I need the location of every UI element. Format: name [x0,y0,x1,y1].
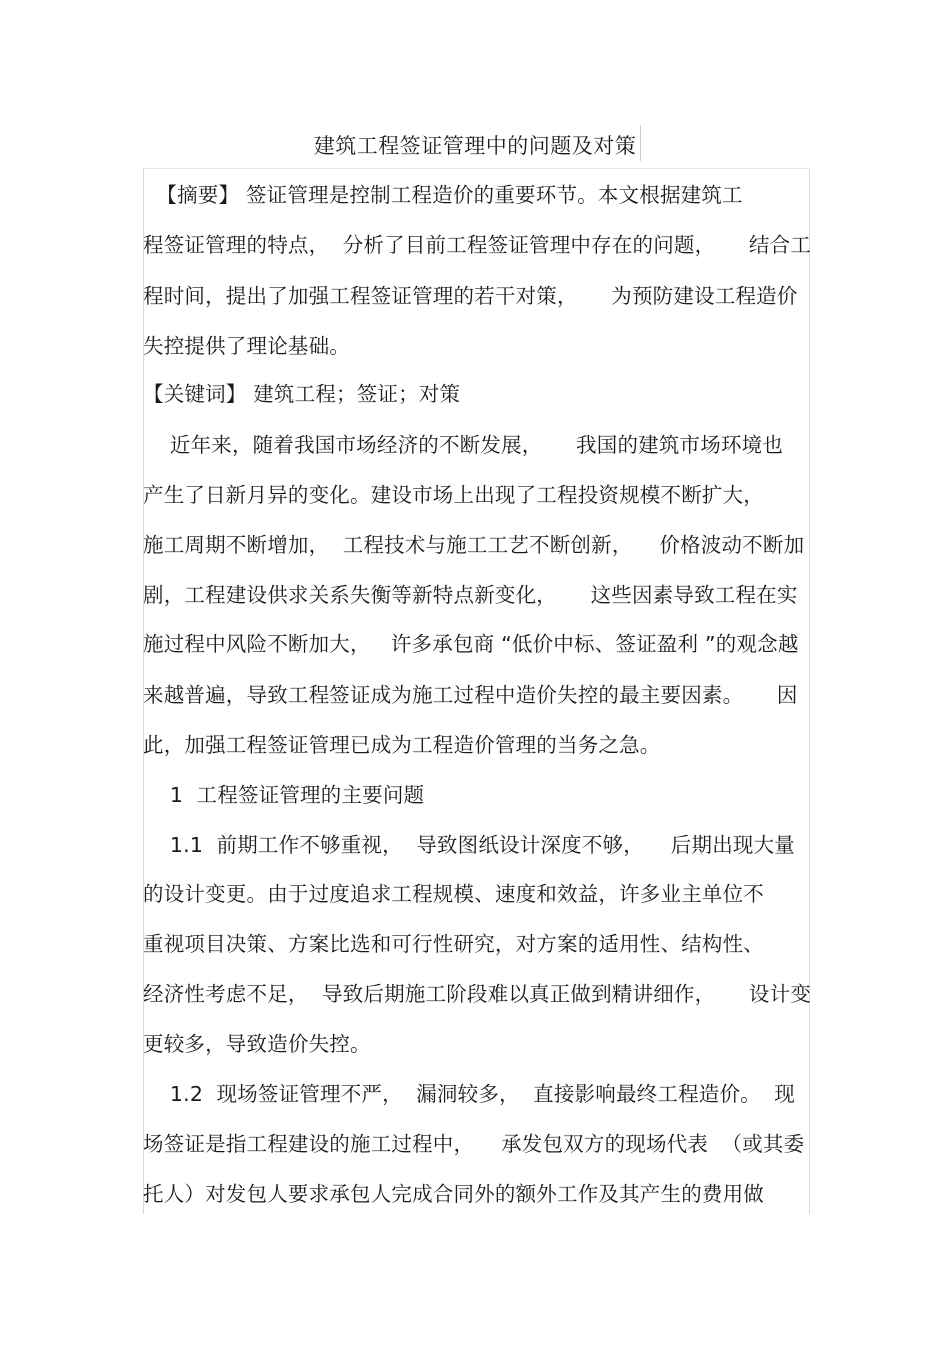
paragraph-line: 的设计变更。由于过度追求工程规模、速度和效益，许多业主单位不 [143,882,764,906]
paragraph-line: 近年来，随着我国市场经济的不断发展， 我国的建筑市场环境也 [143,433,784,457]
paragraph-line: 【摘要】 签证管理是控制工程造价的重要环节。本文根据建筑工 [143,183,743,207]
paragraph-line: 更较多，导致造价失控。 [143,1032,371,1056]
paragraph-line: 托人）对发包人要求承包人完成合同外的额外工作及其产生的费用做 [143,1182,764,1206]
section-heading: 1 工程签证管理的主要问题 [143,783,425,807]
paragraph-line: 来越普遍，导致工程签证成为施工过程中造价失控的最主要因素。 因 [143,683,798,707]
paragraph-line: 剧，工程建设供求关系失衡等新特点新变化， 这些因素导致工程在实 [143,583,798,607]
paragraph-line: 程签证管理的特点， 分析了目前工程签证管理中存在的问题， 结合工 [143,233,812,257]
paragraph-line: 重视项目决策、方案比选和可行性研究，对方案的适用性、结构性、 [143,932,764,956]
paragraph-line: 施过程中风险不断加大， 许多承包商 “低价中标、签证盈利 ”的观念越 [143,632,799,656]
paragraph-line: 施工周期不断增加， 工程技术与施工工艺不断创新， 价格波动不断加 [143,533,805,557]
paragraph-line: 场签证是指工程建设的施工过程中， 承发包双方的现场代表 （或其委 [143,1132,805,1156]
paragraph-line: 1.1 前期工作不够重视， 导致图纸设计深度不够， 后期出现大量 [143,833,795,857]
paragraph-line: 程时间，提出了加强工程签证管理的若干对策， 为预防建设工程造价 [143,284,798,308]
paragraph-line: 失控提供了理论基础。 [143,334,350,358]
paragraph-line: 经济性考虑不足， 导致后期施工阶段难以真正做到精讲细作， 设计变 [143,982,812,1006]
paragraph-line: 此，加强工程签证管理已成为工程造价管理的当务之急。 [143,733,661,757]
paragraph-line: 1.2 现场签证管理不严， 漏洞较多， 直接影响最终工程造价。 现 [143,1082,795,1106]
paragraph-line: 产生了日新月异的变化。建设市场上出现了工程投资规模不断扩大， [143,483,764,507]
document-title: 建筑工程签证管理中的问题及对策 [313,134,637,158]
keywords-line: 【关键词】 建筑工程；签证；对策 [143,382,461,406]
